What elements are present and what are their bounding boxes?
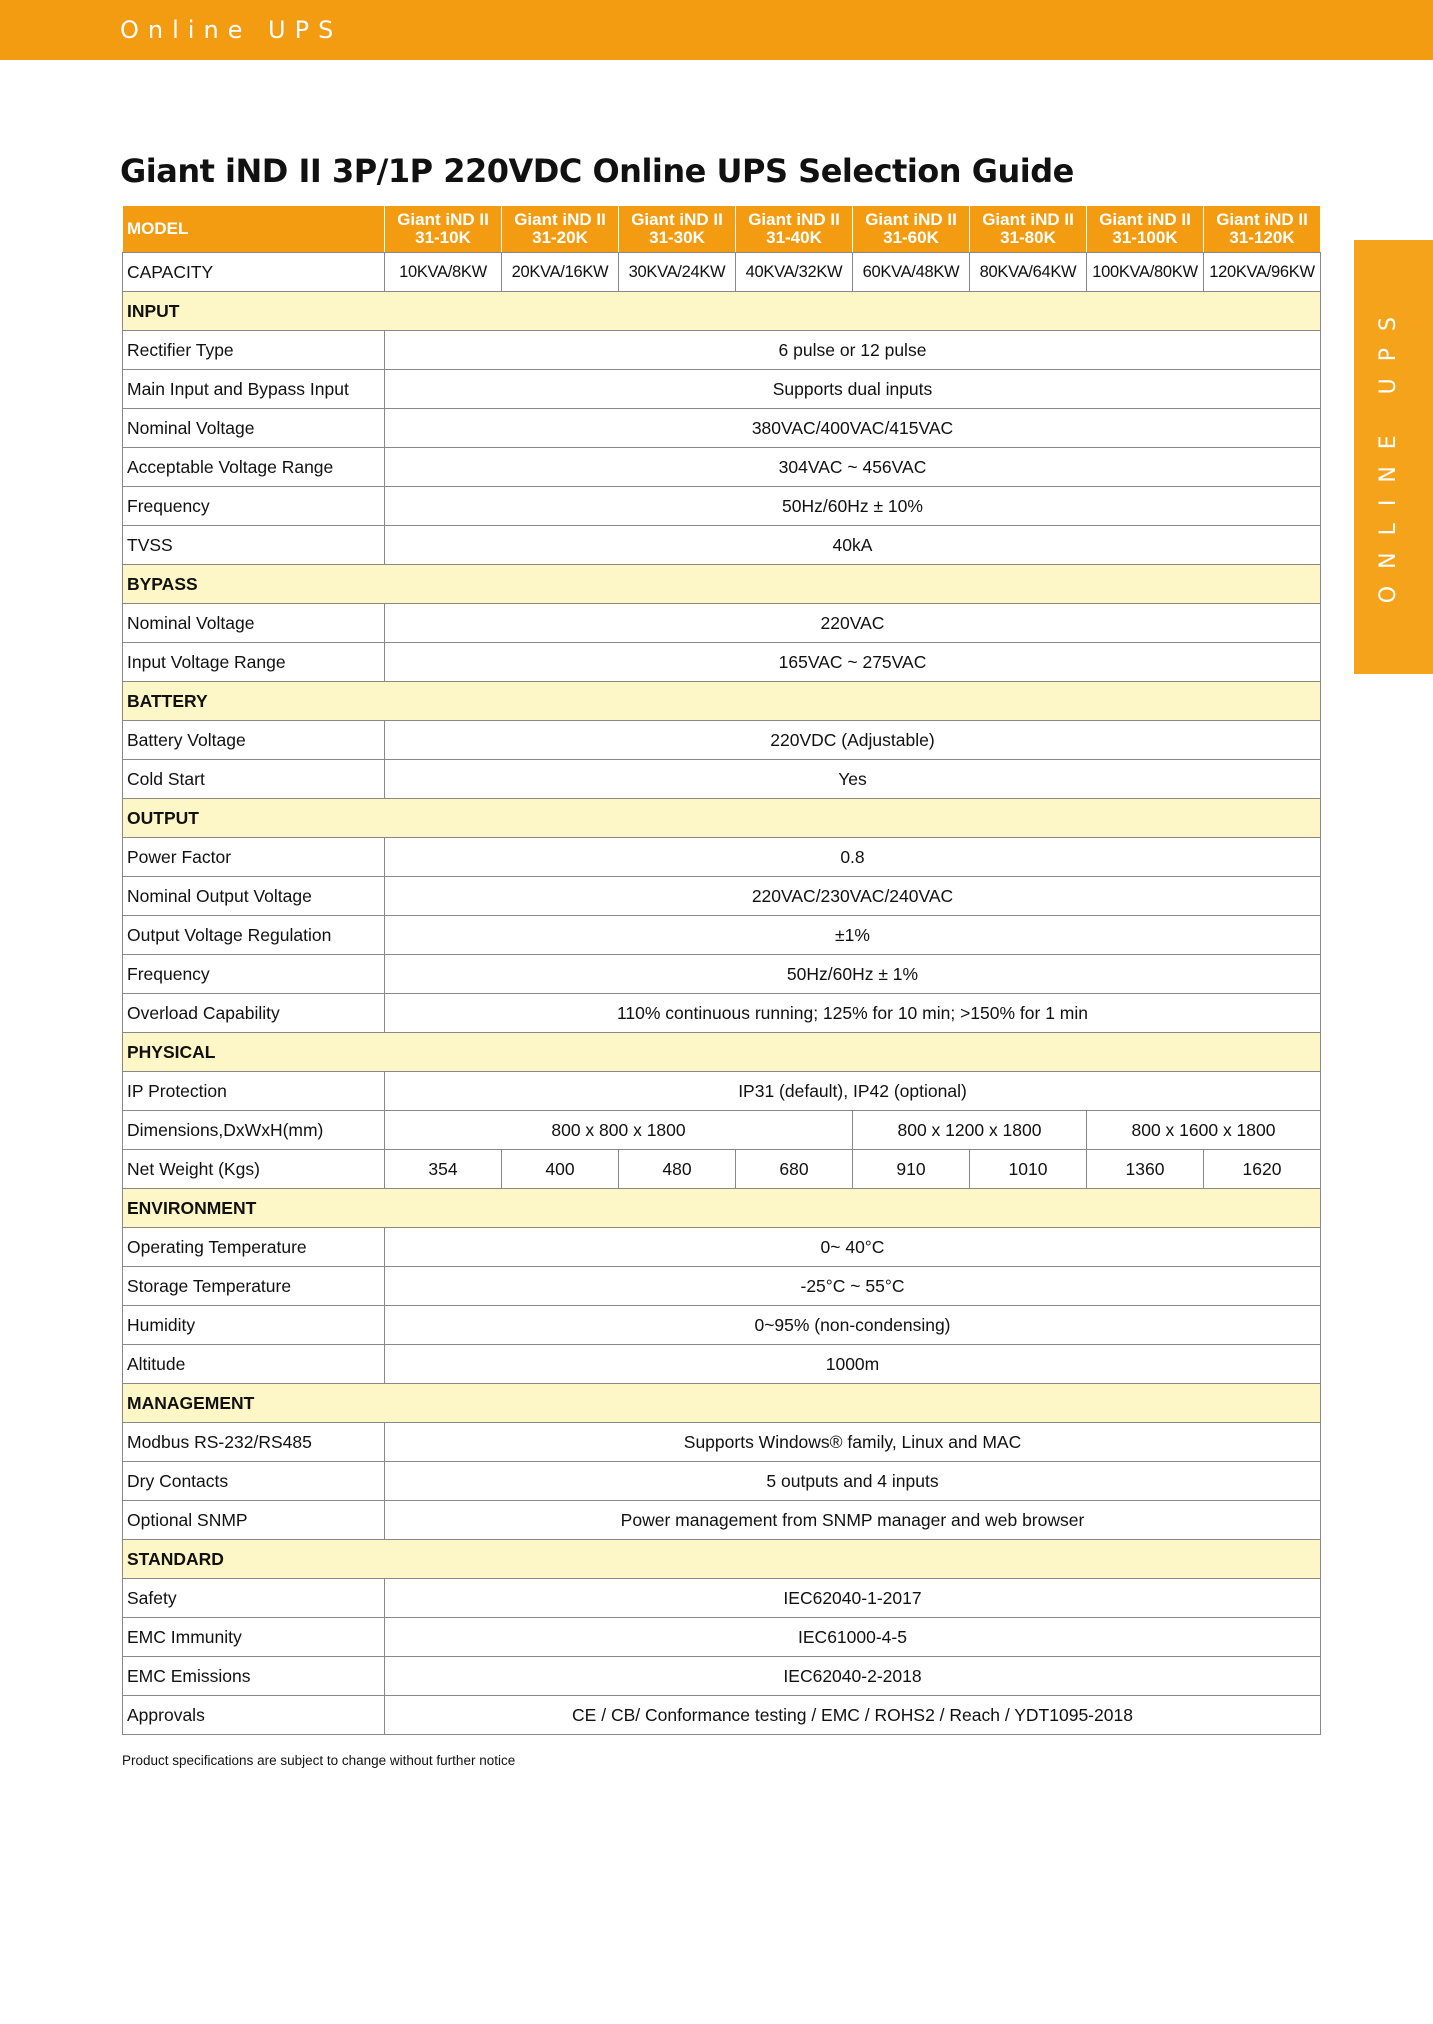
capacity-cell: 10KVA/8KW bbox=[385, 253, 502, 292]
spec-row bbox=[123, 1657, 1321, 1696]
spec-value: IP31 (default), IP42 (optional) bbox=[385, 1072, 1321, 1111]
section-row-physical bbox=[123, 1033, 1321, 1072]
section-heading: BATTERY bbox=[123, 682, 1321, 721]
capacity-cell: 40KVA/32KW bbox=[736, 253, 853, 292]
capacity-cell: 60KVA/48KW bbox=[853, 253, 970, 292]
model-header: Giant iND II 31-10K bbox=[385, 206, 502, 253]
spec-value: 6 pulse or 12 pulse bbox=[385, 331, 1321, 370]
spec-value: 110% continuous running; 125% for 10 min; >150% for 1 min bbox=[385, 994, 1321, 1033]
spec-label: Humidity bbox=[123, 1306, 385, 1345]
section-heading: ENVIRONMENT bbox=[123, 1189, 1321, 1228]
spec-row bbox=[123, 838, 1321, 877]
spec-value: 380VAC/400VAC/415VAC bbox=[385, 409, 1321, 448]
spec-value: 165VAC ~ 275VAC bbox=[385, 643, 1321, 682]
spec-row bbox=[123, 1618, 1321, 1657]
capacity-cell: 80KVA/64KW bbox=[970, 253, 1087, 292]
spec-row bbox=[123, 916, 1321, 955]
spec-row bbox=[123, 760, 1321, 799]
spec-value: Supports dual inputs bbox=[385, 370, 1321, 409]
section-heading: MANAGEMENT bbox=[123, 1384, 1321, 1423]
spec-row bbox=[123, 1345, 1321, 1384]
section-row-input bbox=[123, 292, 1321, 331]
capacity-label: CAPACITY bbox=[123, 253, 385, 292]
spec-label: Power Factor bbox=[123, 838, 385, 877]
capacity-cell: 20KVA/16KW bbox=[502, 253, 619, 292]
spec-label: IP Protection bbox=[123, 1072, 385, 1111]
spec-value: 40kA bbox=[385, 526, 1321, 565]
section-row-environment bbox=[123, 1189, 1321, 1228]
spec-label: Cold Start bbox=[123, 760, 385, 799]
spec-value: IEC62040-1-2017 bbox=[385, 1579, 1321, 1618]
spec-value: 220VDC (Adjustable) bbox=[385, 721, 1321, 760]
spec-row bbox=[123, 409, 1321, 448]
spec-row bbox=[123, 955, 1321, 994]
weight-cell: 400 bbox=[502, 1150, 619, 1189]
page-title: Giant iND II 3P/1P 220VDC Online UPS Selection Guide bbox=[120, 152, 1074, 190]
model-header: Giant iND II 31-100K bbox=[1087, 206, 1204, 253]
spec-row bbox=[123, 994, 1321, 1033]
spec-label: TVSS bbox=[123, 526, 385, 565]
spec-row bbox=[123, 1696, 1321, 1735]
weight-cell: 1620 bbox=[1204, 1150, 1321, 1189]
spec-row bbox=[123, 1228, 1321, 1267]
spec-row bbox=[123, 331, 1321, 370]
section-heading: OUTPUT bbox=[123, 799, 1321, 838]
capacity-cell: 30KVA/24KW bbox=[619, 253, 736, 292]
spec-row bbox=[123, 370, 1321, 409]
weight-cell: 480 bbox=[619, 1150, 736, 1189]
spec-row bbox=[123, 526, 1321, 565]
section-heading: BYPASS bbox=[123, 565, 1321, 604]
spec-label: Dimensions,DxWxH(mm) bbox=[123, 1111, 385, 1150]
spec-value: 50Hz/60Hz ± 1% bbox=[385, 955, 1321, 994]
capacity-cell: 120KVA/96KW bbox=[1204, 253, 1321, 292]
model-header: Giant iND II 31-80K bbox=[970, 206, 1087, 253]
spec-label: Nominal Voltage bbox=[123, 604, 385, 643]
spec-row bbox=[123, 448, 1321, 487]
spec-row bbox=[123, 1462, 1321, 1501]
dimension-cell: 800 x 800 x 1800 bbox=[385, 1111, 853, 1150]
spec-value: 0~95% (non-condensing) bbox=[385, 1306, 1321, 1345]
spec-value: 220VAC/230VAC/240VAC bbox=[385, 877, 1321, 916]
spec-label: Battery Voltage bbox=[123, 721, 385, 760]
weight-cell: 680 bbox=[736, 1150, 853, 1189]
spec-row bbox=[123, 643, 1321, 682]
spec-label: Altitude bbox=[123, 1345, 385, 1384]
dimensions-row bbox=[123, 1111, 1321, 1150]
spec-label: Nominal Output Voltage bbox=[123, 877, 385, 916]
spec-value: ±1% bbox=[385, 916, 1321, 955]
spec-row bbox=[123, 1072, 1321, 1111]
section-row-standard bbox=[123, 1540, 1321, 1579]
section-row-bypass bbox=[123, 565, 1321, 604]
spec-row bbox=[123, 877, 1321, 916]
spec-label: Operating Temperature bbox=[123, 1228, 385, 1267]
section-row-output bbox=[123, 799, 1321, 838]
spec-label: Modbus RS-232/RS485 bbox=[123, 1423, 385, 1462]
spec-value: -25°C ~ 55°C bbox=[385, 1267, 1321, 1306]
spec-label: Nominal Voltage bbox=[123, 409, 385, 448]
side-tab-label: ONLINE UPS bbox=[1376, 300, 1401, 604]
spec-row bbox=[123, 604, 1321, 643]
section-row-management bbox=[123, 1384, 1321, 1423]
spec-table bbox=[122, 205, 1321, 1735]
model-header: Giant iND II 31-20K bbox=[502, 206, 619, 253]
section-heading: PHYSICAL bbox=[123, 1033, 1321, 1072]
header-bar bbox=[0, 0, 1433, 60]
weight-cell: 1010 bbox=[970, 1150, 1087, 1189]
spec-label: Main Input and Bypass Input bbox=[123, 370, 385, 409]
spec-value: Yes bbox=[385, 760, 1321, 799]
spec-label: EMC Emissions bbox=[123, 1657, 385, 1696]
spec-row bbox=[123, 487, 1321, 526]
section-row-battery bbox=[123, 682, 1321, 721]
spec-value: 1000m bbox=[385, 1345, 1321, 1384]
model-header: Giant iND II 31-120K bbox=[1204, 206, 1321, 253]
section-heading: STANDARD bbox=[123, 1540, 1321, 1579]
spec-row bbox=[123, 1423, 1321, 1462]
spec-label: Storage Temperature bbox=[123, 1267, 385, 1306]
capacity-row bbox=[123, 253, 1321, 292]
model-header-row bbox=[123, 206, 1321, 253]
spec-label: Frequency bbox=[123, 955, 385, 994]
spec-label: Optional SNMP bbox=[123, 1501, 385, 1540]
spec-row bbox=[123, 1267, 1321, 1306]
dimension-cell: 800 x 1600 x 1800 bbox=[1087, 1111, 1321, 1150]
spec-row bbox=[123, 1579, 1321, 1618]
weight-cell: 1360 bbox=[1087, 1150, 1204, 1189]
spec-label: EMC Immunity bbox=[123, 1618, 385, 1657]
model-header: Giant iND II 31-30K bbox=[619, 206, 736, 253]
spec-label: Overload Capability bbox=[123, 994, 385, 1033]
side-tab bbox=[1354, 240, 1433, 674]
model-header: Giant iND II 31-60K bbox=[853, 206, 970, 253]
spec-label: Input Voltage Range bbox=[123, 643, 385, 682]
spec-value: Supports Windows® family, Linux and MAC bbox=[385, 1423, 1321, 1462]
spec-value: 50Hz/60Hz ± 10% bbox=[385, 487, 1321, 526]
weight-cell: 910 bbox=[853, 1150, 970, 1189]
spec-label: Safety bbox=[123, 1579, 385, 1618]
footnote: Product specifications are subject to change without further notice bbox=[122, 1753, 516, 1768]
spec-value: Power management from SNMP manager and web browser bbox=[385, 1501, 1321, 1540]
weight-cell: 354 bbox=[385, 1150, 502, 1189]
spec-label: Net Weight (Kgs) bbox=[123, 1150, 385, 1189]
spec-label: Dry Contacts bbox=[123, 1462, 385, 1501]
spec-value: 304VAC ~ 456VAC bbox=[385, 448, 1321, 487]
spec-label: Frequency bbox=[123, 487, 385, 526]
spec-value: CE / CB/ Conformance testing / EMC / ROHS2 / Reach / YDT1095-2018 bbox=[385, 1696, 1321, 1735]
model-header: Giant iND II 31-40K bbox=[736, 206, 853, 253]
model-label: MODEL bbox=[123, 206, 385, 253]
weight-row bbox=[123, 1150, 1321, 1189]
header-label: Online UPS bbox=[120, 16, 343, 44]
spec-value: IEC61000-4-5 bbox=[385, 1618, 1321, 1657]
spec-value: IEC62040-2-2018 bbox=[385, 1657, 1321, 1696]
dimension-cell: 800 x 1200 x 1800 bbox=[853, 1111, 1087, 1150]
spec-label: Approvals bbox=[123, 1696, 385, 1735]
spec-row bbox=[123, 1501, 1321, 1540]
spec-label: Acceptable Voltage Range bbox=[123, 448, 385, 487]
spec-value: 0.8 bbox=[385, 838, 1321, 877]
spec-row bbox=[123, 1306, 1321, 1345]
spec-row bbox=[123, 721, 1321, 760]
spec-value: 220VAC bbox=[385, 604, 1321, 643]
section-heading: INPUT bbox=[123, 292, 1321, 331]
spec-value: 5 outputs and 4 inputs bbox=[385, 1462, 1321, 1501]
spec-label: Output Voltage Regulation bbox=[123, 916, 385, 955]
capacity-cell: 100KVA/80KW bbox=[1087, 253, 1204, 292]
spec-label: Rectifier Type bbox=[123, 331, 385, 370]
spec-value: 0~ 40°C bbox=[385, 1228, 1321, 1267]
